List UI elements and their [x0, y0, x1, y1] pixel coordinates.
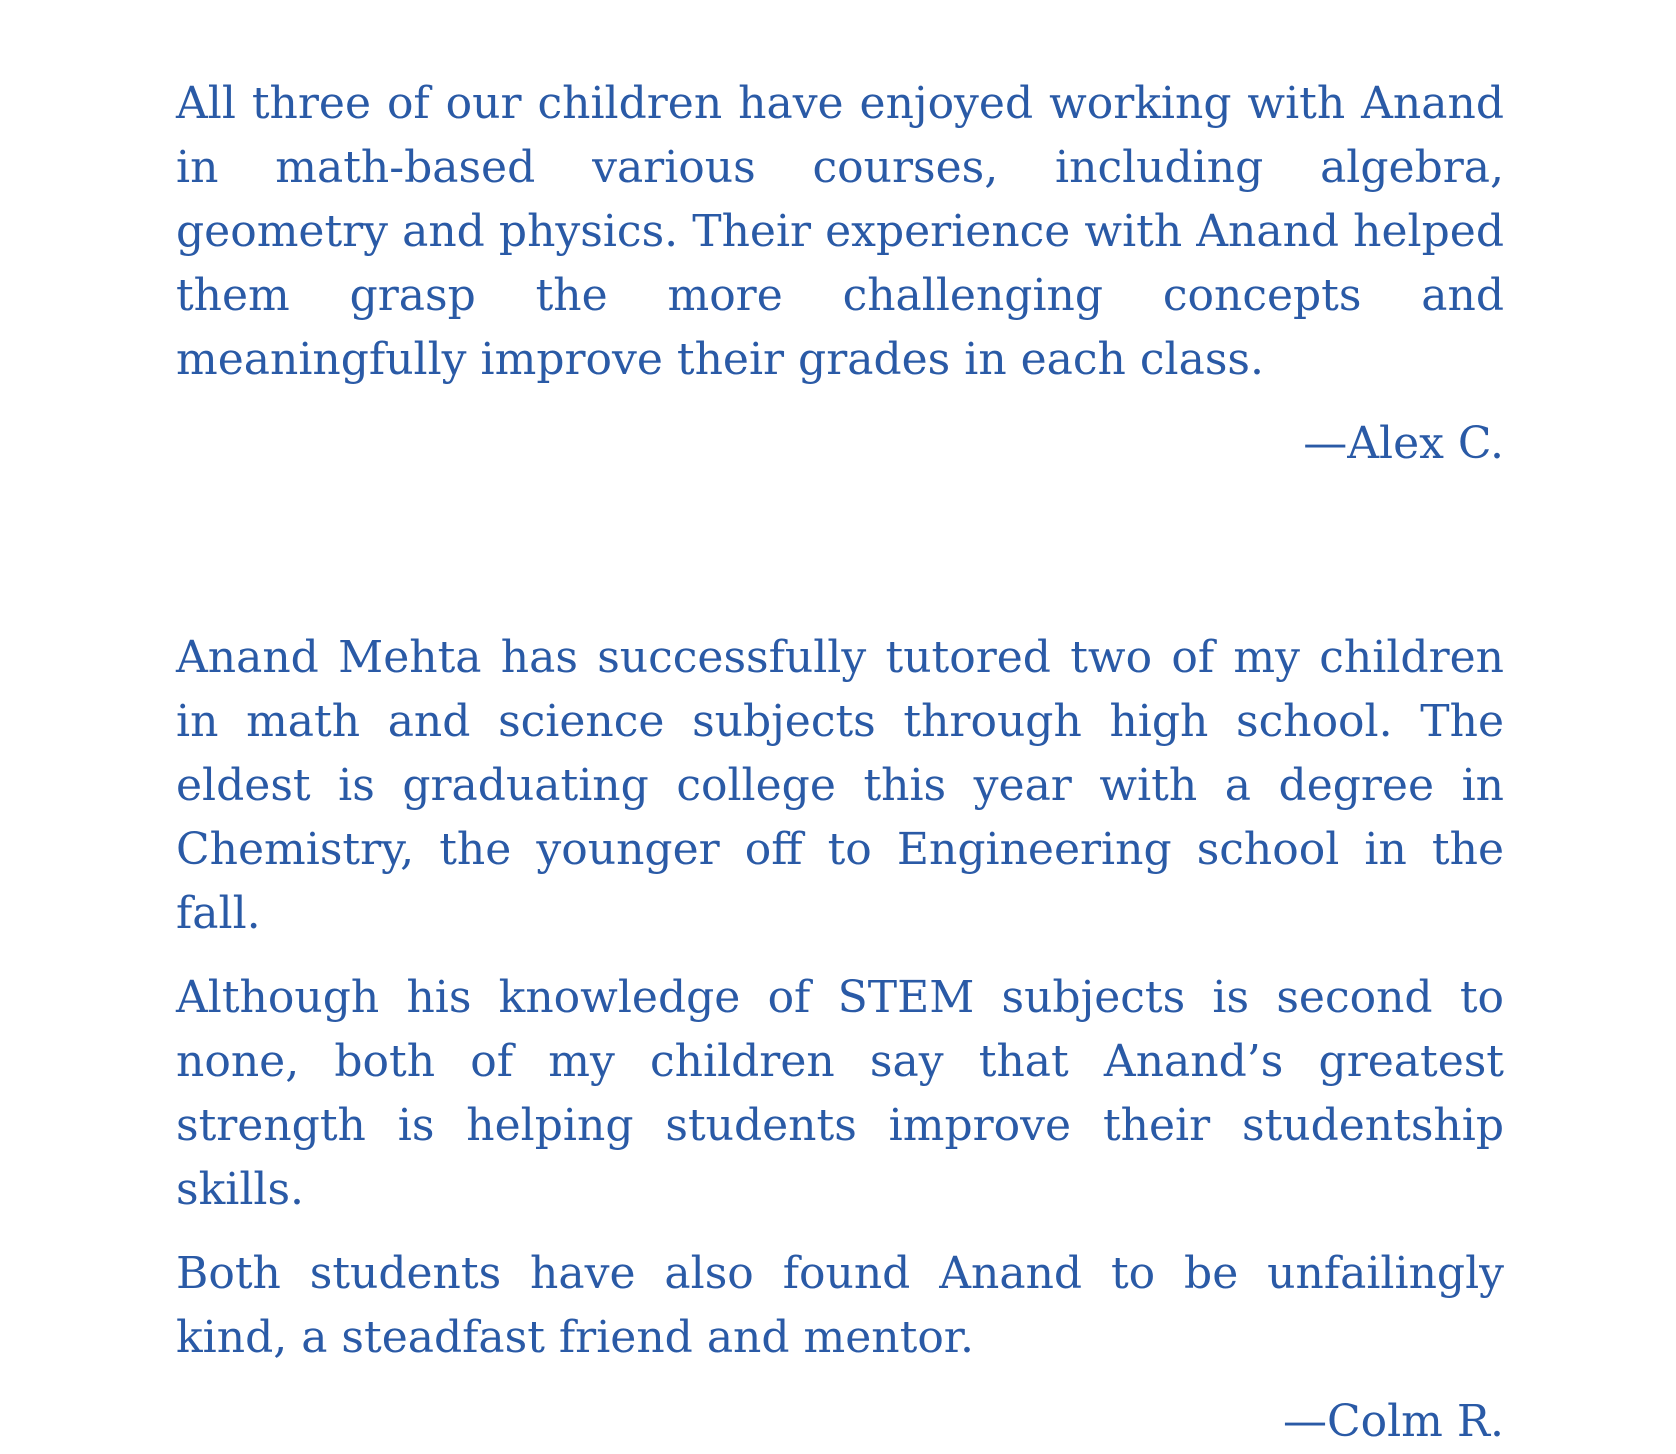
testimonial-paragraph: Anand Mehta has successfully tutored two of my children in math and science subjects through high school. The eldest is graduating college this year with a degree in Chemistry, the younger off to Engineering school in the fall. [176, 632, 1504, 939]
testimonial-author: —Alex C. [1303, 418, 1504, 469]
testimonials-page [176, 72, 1504, 1454]
testimonial-author: —Colm R. [1282, 1396, 1504, 1447]
testimonial-colm [176, 626, 1504, 1454]
testimonial-alex [176, 72, 1504, 476]
testimonial-paragraph: Although his knowledge of STEM subjects is second to none, both of my children say that Anand’s greatest strength is helping students improve their studentship skills. [176, 972, 1504, 1215]
testimonial-paragraph: All three of our children have enjoyed working with Anand in math-based various courses, including algebra, geometry and physics. Their experience with Anand helped them grasp the more challenging concepts and meaningfully improve their grades in each class. [176, 78, 1504, 385]
testimonial-paragraph: Both students have also found Anand to be unfailingly kind, a steadfast friend and mentor. [176, 1248, 1504, 1363]
